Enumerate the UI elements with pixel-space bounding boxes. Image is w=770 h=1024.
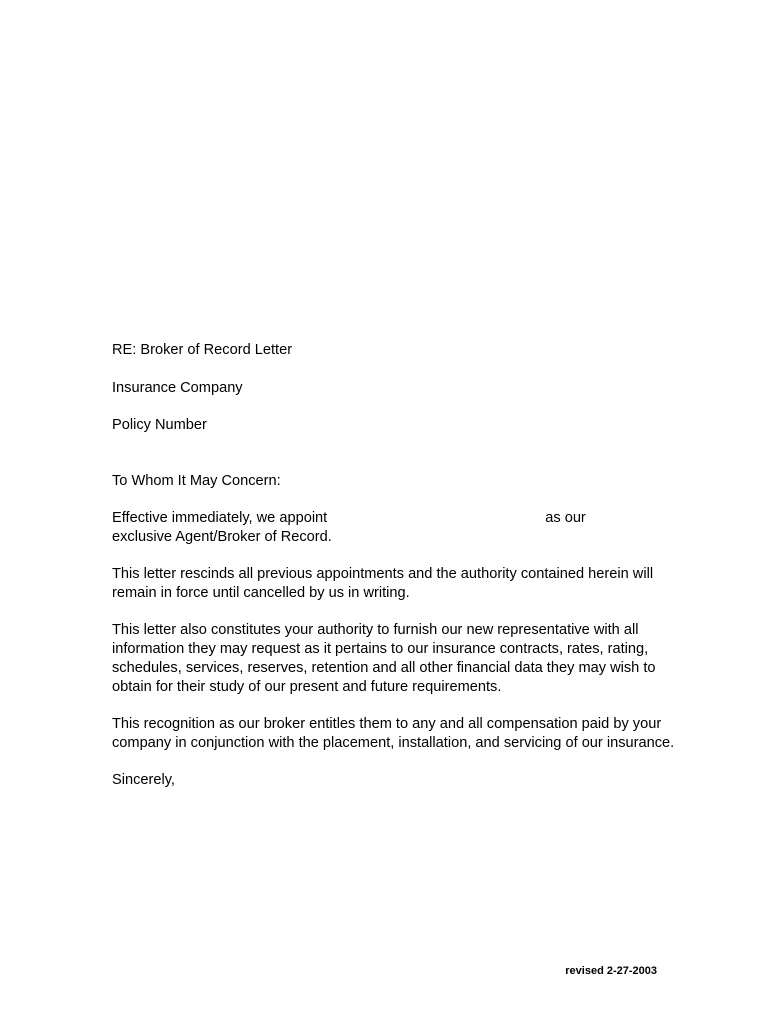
appointment-text-after-blank: as our bbox=[545, 510, 586, 526]
appointment-continuation: exclusive Agent/Broker of Record. bbox=[112, 529, 332, 545]
appointment-line bbox=[112, 509, 678, 528]
broker-name-blank[interactable] bbox=[327, 521, 545, 522]
letter-body bbox=[112, 341, 678, 910]
authority-paragraph: This letter also constitutes your authority to furnish our new representative with all information they may request as it pertains to our insurance contracts, rates, rating, schedules, services, reserves, retention and all other financial data they may wish to obtain for their study of our present and future requirements. bbox=[112, 622, 656, 695]
insurance-company-field: Insurance Company bbox=[112, 379, 243, 396]
signature-space[interactable] bbox=[112, 790, 678, 910]
revision-stamp: revised 2-27-2003 bbox=[565, 965, 657, 977]
salutation: To Whom It May Concern: bbox=[112, 473, 281, 489]
closing-salutation: Sincerely, bbox=[112, 772, 175, 788]
policy-number-field: Policy Number bbox=[112, 417, 207, 433]
subject-line: RE: Broker of Record Letter bbox=[112, 342, 293, 358]
appointment-text-before-blank: Effective immediately, we appoint bbox=[112, 510, 328, 526]
appointment-paragraph bbox=[112, 509, 678, 547]
rescind-paragraph: This letter rescinds all previous appointments and the authority contained herein will remain in force until cancelled by us in writing. bbox=[112, 566, 654, 601]
compensation-paragraph: This recognition as our broker entitles them to any and all compensation paid by your company in conjunction with the placement, installation, and servicing of our insurance. bbox=[112, 716, 675, 751]
